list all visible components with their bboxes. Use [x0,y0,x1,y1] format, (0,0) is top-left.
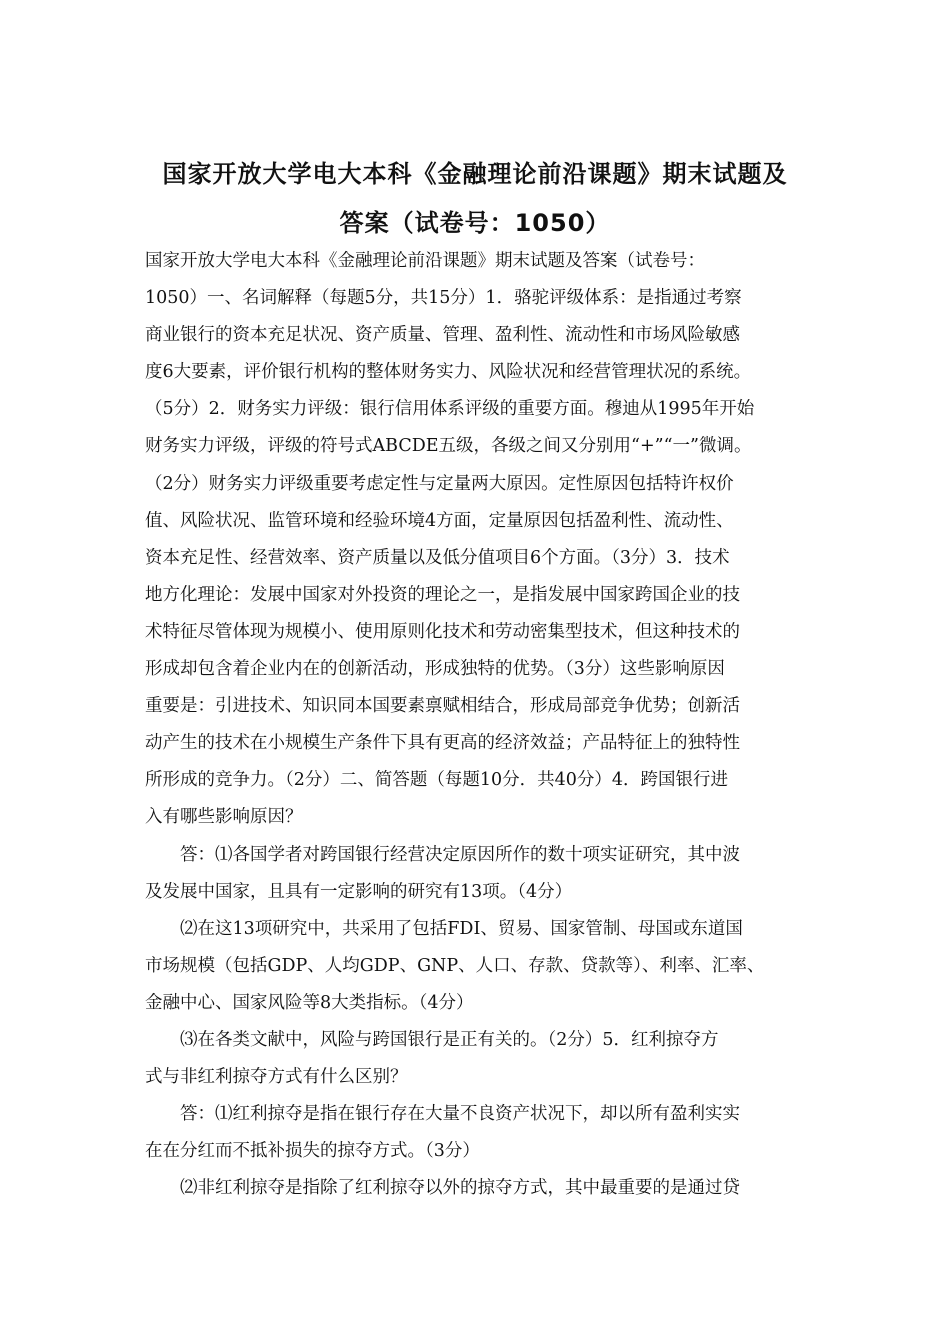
body-line: 市场规模（包括GDP、人均GDP、GNP、人口、存款、贷款等）、利率、汇率、 [145,955,765,976]
body-line: 地方化理论：发展中国家对外投资的理论之一，是指发展中国家跨国企业的技 [145,584,740,605]
body-line: 在在分红而不抵补损失的掠夺方式。（3分） [145,1141,480,1162]
body-line: 入有哪些影响原因？ [145,807,303,828]
body-line: 答：⑴各国学者对跨国银行经营决定原因所作的数十项实证研究，其中波 [180,844,740,865]
body-line: 资本充足性、经营效率、资产质量以及低分值项目6个方面。（3分）3．技术 [145,547,730,568]
body-line: 重要是：引进技术、知识同本国要素禀赋相结合，形成局部竞争优势；创新活 [145,696,740,717]
body-line: ⑵非红利掠夺是指除了红利掠夺以外的掠夺方式，其中最重要的是通过贷 [180,1178,740,1199]
body-line: 1050）一、名词解释（每题5分，共15分）1．骆驼评级体系：是指通过考察 [145,288,742,309]
body-line: 式与非红利掠夺方式有什么区别？ [145,1067,408,1088]
body-line: 国家开放大学电大本科《金融理论前沿课题》期末试题及答案（试卷号： [145,251,705,271]
body-line: （5分）2．财务实力评级：银行信用体系评级的重要方面。穆迪从1995年开始 [145,399,755,420]
body-line: 及发展中国家，且具有一定影响的研究有13项。（4分） [145,881,573,902]
document-body [145,246,810,1210]
document-title-line-2: 答案（试卷号：1050） [339,209,611,237]
body-line: 所形成的竞争力。（2分）二、简答题（每题10分．共40分）4．跨国银行进 [145,770,729,791]
body-line: （2分）财务实力评级重要考虑定性与定量两大原因。定性原因包括特许权价 [145,473,734,494]
body-line: 商业银行的资本充足状况、资产质量、管理、盈利性、流动性和市场风险敏感 [145,325,740,346]
body-line: 金融中心、国家风险等8大类指标。（4分） [145,992,474,1013]
body-line: 术特征尽管体现为规模小、使用原则化技术和劳动密集型技术，但这种技术的 [145,621,740,642]
body-line: ⑶在各类文献中，风险与跨国银行是正有关的。（2分）5．红利掠夺方 [180,1029,719,1050]
body-line: 形成却包含着企业内在的创新活动，形成独特的优势。（3分）这些影响原因 [145,659,725,680]
body-line: 值、风险状况、监管环境和经验环境4方面，定量原因包括盈利性、流动性、 [145,510,734,531]
body-line: 财务实力评级，评级的符号式ABCDE五级，各级之间又分别用“+”“一”微调。 [145,436,752,457]
body-line: 动产生的技术在小规模生产条件下具有更高的经济效益；产品特征上的独特性 [145,733,740,754]
document-title-line-1: 国家开放大学电大本科《金融理论前沿课题》期末试题及 [162,160,788,188]
body-line: 答：⑴红利掠夺是指在银行存在大量不良资产状况下，却以所有盈利实实 [180,1104,740,1125]
body-line: ⑵在这13项研究中，共采用了包括FDI、贸易、国家管制、母国或东道国 [180,918,743,939]
body-line: 度6大要素，评价银行机构的整体财务实力、风险状况和经营管理状况的系统。 [145,362,752,383]
